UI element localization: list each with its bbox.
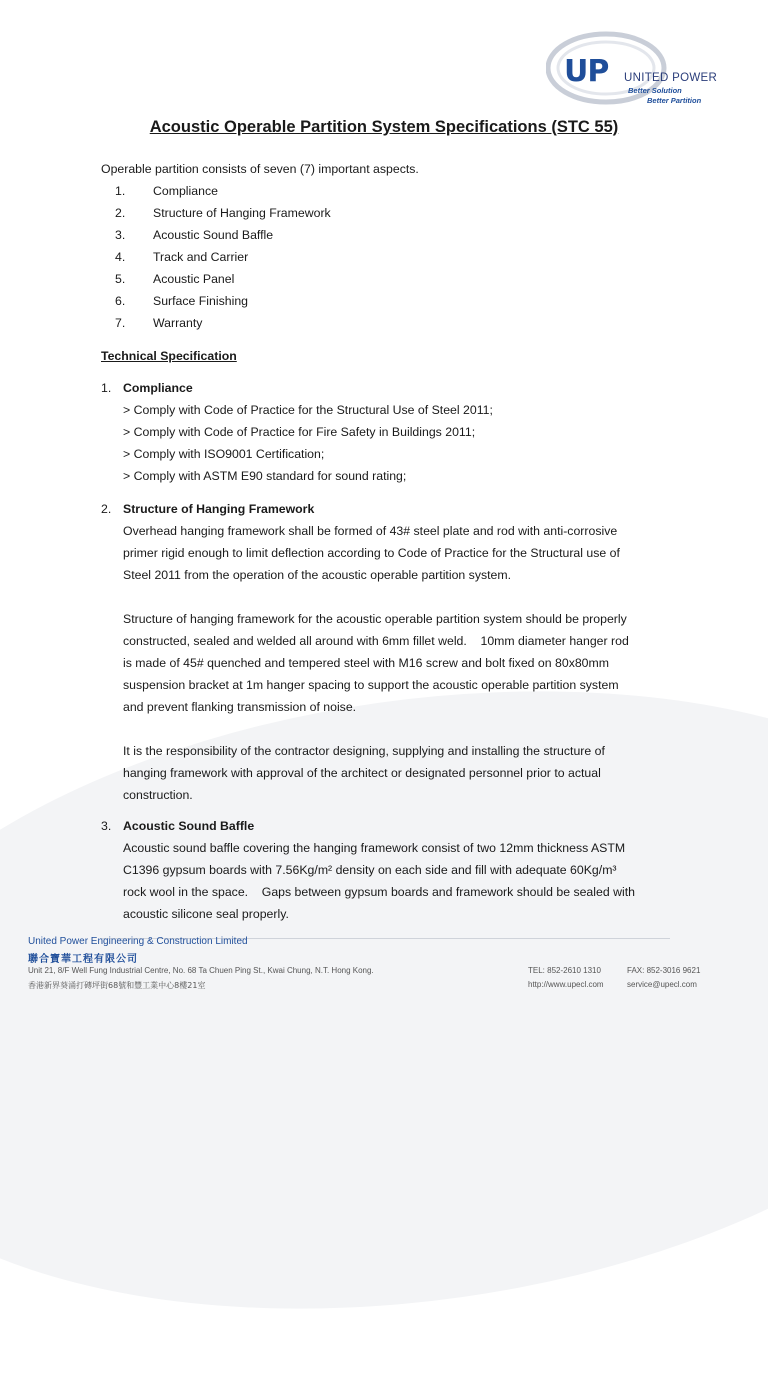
list-item: 7. Warranty	[115, 316, 203, 330]
body-line: C1396 gypsum boards with 7.56Kg/m² density on each side and fill with adequate 60Kg/m³	[123, 863, 617, 877]
body-line: acoustic silicone seal properly.	[123, 907, 289, 921]
logo-company-name: UNITED POWER	[624, 72, 718, 84]
list-item: 1. Compliance	[115, 184, 218, 198]
section-number: 1.	[101, 381, 112, 395]
body-line: > Comply with Code of Practice for the Structural Use of Steel 2011;	[123, 403, 493, 417]
logo-mark: UP	[564, 54, 609, 89]
list-item: 4. Track and Carrier	[115, 250, 249, 264]
body-line: and prevent flanking transmission of noise.	[123, 700, 357, 714]
section-body	[123, 837, 683, 925]
footer-company-name: United Power Engineering & Construction Limited	[28, 936, 248, 947]
aspects-list	[101, 180, 331, 334]
body-line: hanging framework with approval of the architect or designated personnel prior to actual	[123, 766, 601, 780]
section-body	[123, 520, 683, 806]
body-line: constructed, sealed and welded all around with 6mm fillet weld. 10mm diameter hanger rod	[123, 634, 629, 648]
logo-tagline-2: Better Partition	[647, 96, 702, 105]
section-heading: Structure of Hanging Framework	[123, 502, 315, 516]
section-number: 3.	[101, 819, 112, 833]
body-line: > Comply with Code of Practice for Fire Safety in Buildings 2011;	[123, 425, 476, 439]
list-item: 2. Structure of Hanging Framework	[115, 206, 331, 220]
body-line: rock wool in the space. Gaps between gypsum boards and framework should be sealed with	[123, 885, 635, 899]
intro-text: Operable partition consists of seven (7) important aspects.	[101, 162, 419, 176]
body-line: Acoustic sound baffle covering the hanging framework consist of two 12mm thickness ASTM	[123, 841, 626, 855]
body-line: is made of 45# quenched and tempered steel with M16 screw and bolt fixed on 80x80mm	[123, 656, 610, 670]
body-line: Steel 2011 from the operation of the acoustic operable partition system.	[123, 568, 512, 582]
list-item: 6. Surface Finishing	[115, 294, 249, 308]
section-heading: Compliance	[123, 381, 193, 395]
list-item: 5. Acoustic Panel	[115, 272, 235, 286]
body-line: It is the responsibility of the contractor designing, supplying and installing the structure of	[123, 744, 605, 758]
footer-telephone: TEL: 852-2610 1310	[528, 966, 601, 975]
body-line: > Comply with ISO9001 Certification;	[123, 447, 325, 461]
body-line: primer rigid enough to limit deflection according to Code of Practice for the Structural use of	[123, 546, 620, 560]
body-line: > Comply with ASTM E90 standard for sound rating;	[123, 469, 407, 483]
footer-email-link[interactable]: service@upecl.com	[627, 980, 697, 989]
logo-tagline-1: Better Solution	[628, 86, 682, 95]
section-body	[123, 399, 683, 487]
body-line: Overhead hanging framework shall be formed of 43# steel plate and rod with anti-corrosive	[123, 524, 618, 538]
body-line: Structure of hanging framework for the acoustic operable partition system should be properly	[123, 612, 627, 626]
body-line: suspension bracket at 1m hanger spacing to support the acoustic operable partition system	[123, 678, 619, 692]
body-line: construction.	[123, 788, 193, 802]
footer-address: Unit 21, 8/F Well Fung Industrial Centre, No. 68 Ta Chuen Ping St., Kwai Chung, N.T. Hong Kong.	[28, 966, 374, 975]
company-logo	[546, 28, 726, 110]
section-number: 2.	[101, 502, 112, 516]
document-title: Acoustic Operable Partition System Specifications (STC 55)	[149, 118, 619, 136]
section-heading: Acoustic Sound Baffle	[123, 819, 255, 833]
footer-website-link[interactable]: http://www.upecl.com	[528, 980, 604, 989]
technical-specification-heading: Technical Specification	[101, 349, 237, 363]
list-item: 3. Acoustic Sound Baffle	[115, 228, 274, 242]
footer-address-chinese: 香港新界葵涌打磚坪街68號和豐工業中心8樓21室	[28, 981, 206, 990]
footer-company-name-chinese: 聯合寶華工程有限公司	[28, 954, 138, 965]
footer-fax: FAX: 852-3016 9621	[627, 966, 701, 975]
